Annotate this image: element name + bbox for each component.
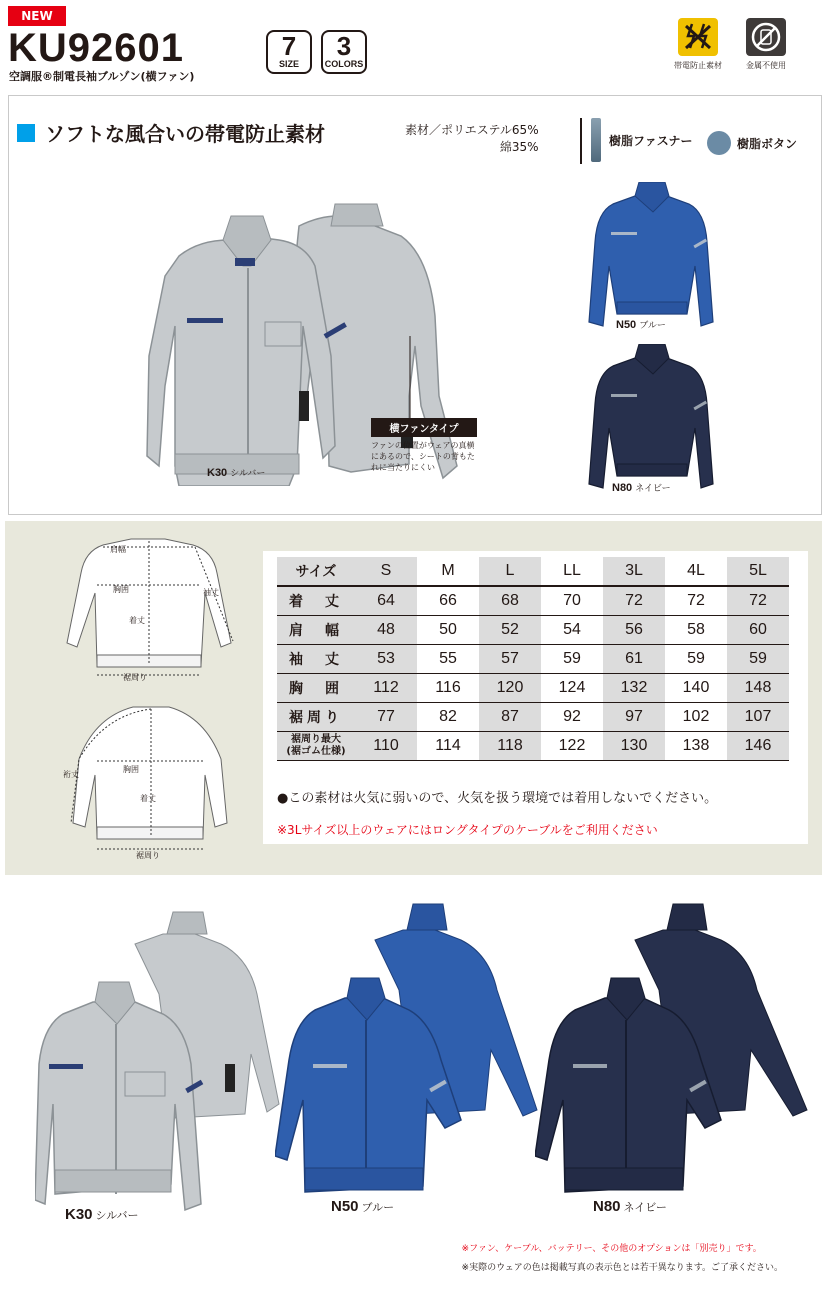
size-cell: 52 — [479, 615, 541, 644]
material-spec — [405, 122, 539, 156]
size-cell: 107 — [727, 702, 789, 731]
size-cell: 59 — [665, 644, 727, 673]
resin-zipper-label: 樹脂ファスナー — [609, 133, 693, 148]
size-cell: 87 — [479, 702, 541, 731]
gallery-navy-caption — [593, 1198, 667, 1215]
size-row — [277, 702, 789, 731]
navy-caption — [612, 481, 671, 494]
size-cell: 64 — [355, 586, 417, 615]
material-line-1: 素材／ポリエステル65% — [405, 123, 539, 137]
gallery-blue-name: ブルー — [361, 1201, 395, 1214]
diagram-front-sleeve: 袖丈 — [203, 588, 219, 597]
size-row-label: 裾周り最大 (裾ゴム仕様) — [277, 731, 355, 760]
size-cell: 57 — [479, 644, 541, 673]
long-cable-note: ※3Lサイズ以上のウェアにはロングタイプのケーブルをご利用ください — [277, 823, 658, 837]
blue-jacket-image — [583, 182, 719, 332]
size-cell: 66 — [417, 586, 479, 615]
size-cell: 54 — [541, 615, 603, 644]
size-row-label: 着 丈 — [277, 586, 355, 615]
size-chart-panel — [263, 551, 808, 844]
size-count-box — [266, 30, 312, 74]
size-cell: 59 — [541, 644, 603, 673]
size-col-3l: 3L — [603, 557, 665, 586]
gallery-blue-caption — [331, 1198, 394, 1215]
size-col-m: M — [417, 557, 479, 586]
antistatic-icon — [678, 18, 718, 56]
silver-name: シルバー — [230, 469, 266, 479]
size-count: 7 — [281, 31, 297, 61]
size-count-label: SIZE — [278, 59, 299, 69]
resin-button — [707, 131, 797, 155]
fan-type-text: ファンの位置がウェアの真横にあるので、シートの背もたれに当たりにくい — [371, 441, 475, 472]
diagram-front-hem: 裾周り — [123, 673, 147, 682]
size-cell: 82 — [417, 702, 479, 731]
fan-type-heading: 横ファンタイプ — [371, 418, 477, 437]
section-title-text: ソフトな風合いの帯電防止素材 — [45, 122, 325, 146]
size-cell: 61 — [603, 644, 665, 673]
size-cell: 68 — [479, 586, 541, 615]
blue-code: N50 — [616, 319, 637, 331]
new-badge: NEW — [8, 6, 66, 26]
size-cell: 112 — [355, 673, 417, 702]
size-cell: 116 — [417, 673, 479, 702]
section-title — [17, 118, 325, 147]
footer-notes — [462, 1240, 783, 1278]
size-cell: 55 — [417, 644, 479, 673]
diagram-raglan-length: 着丈 — [140, 794, 156, 803]
diagram-raglan-chest: 胸囲 — [123, 765, 139, 774]
gallery-navy-image — [535, 900, 815, 1220]
material-line-2: 綿35% — [499, 140, 539, 154]
diagram-front-shoulder: 肩幅 — [110, 545, 126, 554]
size-cell: 130 — [603, 731, 665, 760]
fan-type-callout — [371, 418, 477, 473]
size-cell: 122 — [541, 731, 603, 760]
size-col-5l: 5L — [727, 557, 789, 586]
size-cell: 72 — [727, 586, 789, 615]
gallery-navy-code: N80 — [593, 1198, 621, 1215]
navy-name: ネイビー — [635, 484, 671, 494]
gallery-blue-code: N50 — [331, 1198, 359, 1215]
fan-pointer-line — [405, 336, 415, 420]
size-section — [5, 521, 822, 875]
gallery-silver-caption — [65, 1206, 139, 1223]
product-name: 空調服®制電長袖ブルゾン(横ファン) — [9, 70, 195, 83]
size-col-4l: 4L — [665, 557, 727, 586]
size-col-l: L — [479, 557, 541, 586]
size-cell: 70 — [541, 586, 603, 615]
options-sold-separately-note: ※ファン、ケーブル、バッテリー、その他のオプションは「別売り」です。 — [461, 1244, 762, 1254]
size-col-ll: LL — [541, 557, 603, 586]
color-count: 3 — [336, 31, 352, 61]
size-cell: 120 — [479, 673, 541, 702]
size-row — [277, 644, 789, 673]
size-cell: 60 — [727, 615, 789, 644]
size-row — [277, 586, 789, 615]
silver-code: K30 — [207, 467, 228, 479]
size-row-label: 袖 丈 — [277, 644, 355, 673]
size-table-header-row — [277, 557, 789, 586]
size-cell: 138 — [665, 731, 727, 760]
size-cell: 110 — [355, 731, 417, 760]
size-header-label: サイズ — [277, 557, 355, 586]
size-cell: 59 — [727, 644, 789, 673]
gallery-silver-code: K30 — [65, 1206, 93, 1223]
intro-section — [8, 95, 822, 515]
gallery-silver-name: シルバー — [95, 1209, 139, 1222]
blue-name: ブルー — [639, 321, 666, 331]
blue-caption — [616, 318, 666, 331]
navy-jacket-image — [583, 344, 719, 494]
no-metal-icon — [746, 18, 786, 56]
no-metal-label: 金属不使用 — [746, 61, 786, 70]
gallery-section — [5, 880, 822, 1232]
size-row-label: 胸 囲 — [277, 673, 355, 702]
size-row — [277, 615, 789, 644]
button-icon — [707, 131, 731, 155]
size-cell: 102 — [665, 702, 727, 731]
color-disclaimer-note: ※実際のウェアの色は掲載写真の表示色とは若干異なります。ご了承ください。 — [461, 1263, 783, 1273]
size-col-s: S — [355, 557, 417, 586]
color-count-box — [321, 30, 367, 74]
size-cell: 114 — [417, 731, 479, 760]
front-measure-diagram — [45, 533, 255, 683]
gallery-silver-image — [35, 904, 295, 1224]
bullet-square-icon — [17, 124, 35, 142]
navy-code: N80 — [612, 482, 633, 494]
size-cell: 146 — [727, 731, 789, 760]
size-cell: 72 — [603, 586, 665, 615]
size-cell: 124 — [541, 673, 603, 702]
size-cell: 140 — [665, 673, 727, 702]
size-cell: 56 — [603, 615, 665, 644]
diagram-front-length: 着丈 — [129, 616, 145, 625]
product-header — [0, 0, 829, 88]
resin-button-label: 樹脂ボタン — [737, 136, 798, 151]
model-number: KU92601 — [8, 26, 185, 70]
size-row — [277, 673, 789, 702]
size-cell: 118 — [479, 731, 541, 760]
color-count-label: COLORS — [324, 59, 364, 69]
antistatic-label: 帯電防止素材 — [674, 61, 722, 70]
diagram-raglan-hem: 裾周り — [136, 851, 160, 860]
size-cell: 50 — [417, 615, 479, 644]
resin-zipper — [591, 118, 693, 162]
gallery-blue-image — [275, 900, 555, 1220]
silver-caption — [207, 466, 265, 479]
size-cell: 77 — [355, 702, 417, 731]
size-cell: 48 — [355, 615, 417, 644]
diagram-front-chest: 胸囲 — [113, 585, 129, 594]
zipper-icon — [591, 118, 601, 162]
size-table — [277, 557, 789, 761]
fire-warning-note: ●この素材は火気に弱いので、火気を扱う環境では着用しないでください。 — [277, 791, 718, 806]
size-cell: 53 — [355, 644, 417, 673]
size-cell: 58 — [665, 615, 727, 644]
size-row-label: 肩 幅 — [277, 615, 355, 644]
size-cell: 72 — [665, 586, 727, 615]
material-divider — [580, 118, 582, 164]
size-cell: 132 — [603, 673, 665, 702]
size-cell: 97 — [603, 702, 665, 731]
size-row — [277, 731, 789, 760]
gallery-navy-name: ネイビー — [623, 1201, 667, 1214]
size-cell: 148 — [727, 673, 789, 702]
size-cell: 92 — [541, 702, 603, 731]
diagram-raglan-sleeve: 裄丈 — [63, 770, 79, 779]
size-table-body — [277, 586, 789, 760]
size-row-label: 裾周り — [277, 702, 355, 731]
